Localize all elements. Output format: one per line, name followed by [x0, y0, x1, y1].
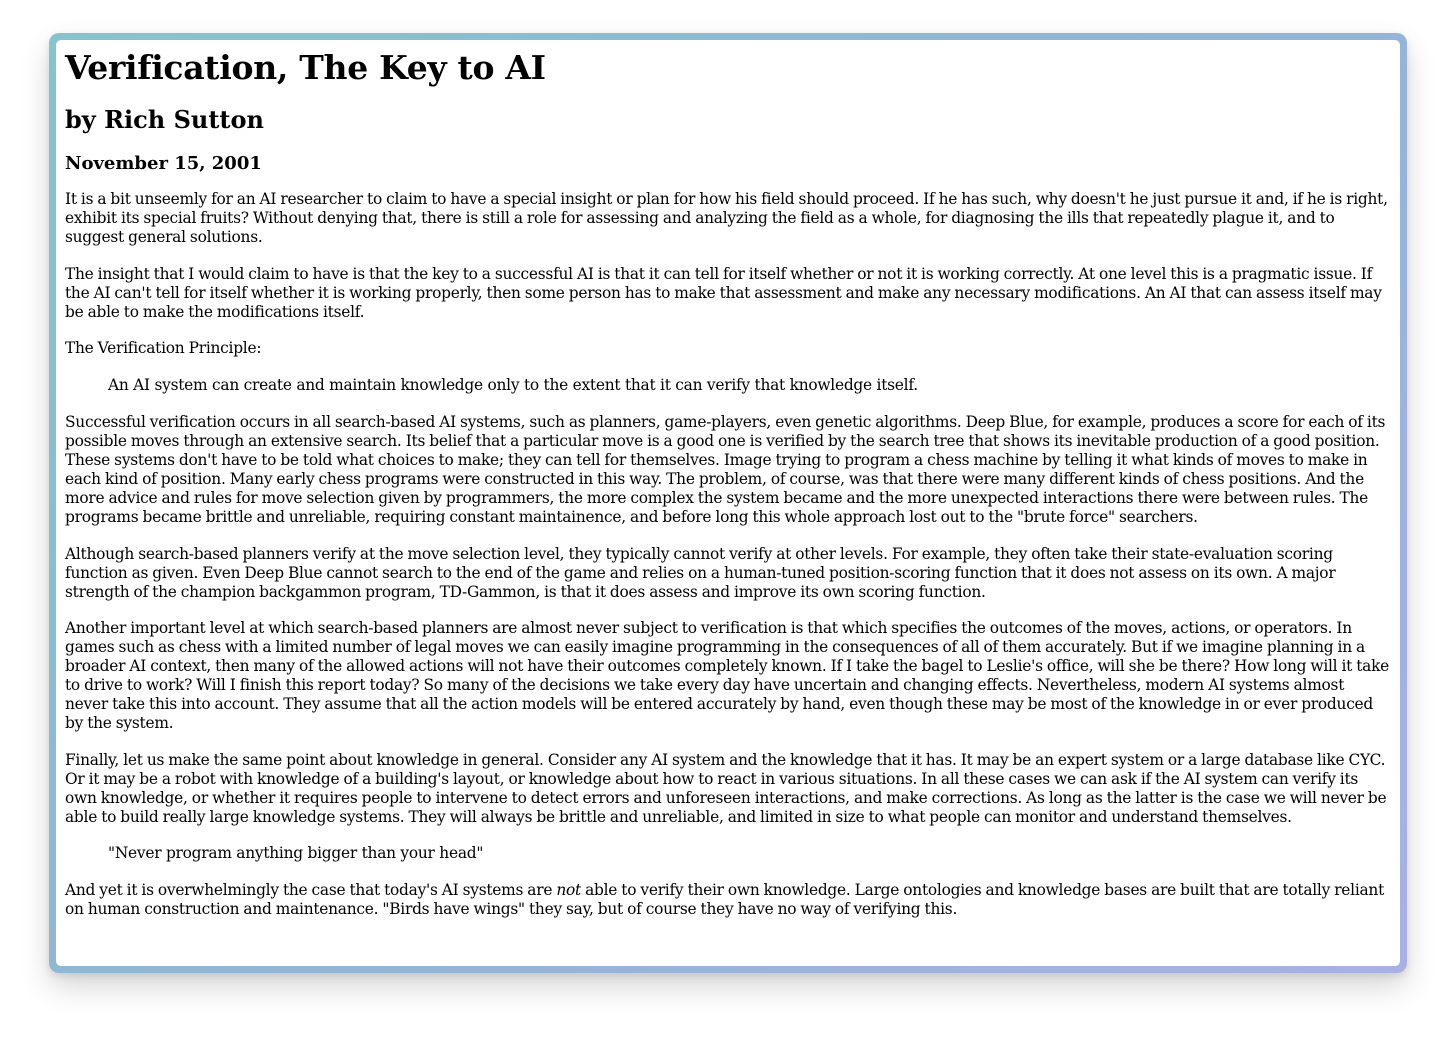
paragraph-7: Finally, let us make the same point about knowledge in general. Consider any AI system and the knowledge that it has. It may be an expert system or a large database like CYC. Or it may be a robot with knowledge of a building's layout, or knowledge about how to react in various situations. In all these cases we can ask if the AI system can verify its own knowledge, or whether it requires people to intervene to detect errors and unforeseen interactions, and make corrections. As long as the latter is the case we will never be able to build really large knowledge systems. They will always be brittle and unreliable, and limited in size to what people can monitor and understand themselves.: [65, 750, 1387, 826]
paragraph-5: Although search-based planners verify at the move selection level, they typically cannot verify at other levels. For example, they often take their state-evaluation scoring function as given. Even Deep Blue cannot search to the end of the game and relies on a human-tuned position-scoring function that it does not assess on its own. A major strength of the champion backgammon program, TD-Gammon, is that it does assess and improve its own scoring function.: [65, 544, 1336, 601]
paragraph-2: The insight that I would claim to have is that the key to a successful AI is that it can tell for itself whether or not it is working correctly. At one level this is a pragmatic issue. If the AI can't tell for itself whether it is working properly, then some person has to make that assessment and make any necessary modifications. An AI that can assess itself may be able to make the modifications itself.: [65, 264, 1382, 321]
paragraph-4: Successful verification occurs in all search-based AI systems, such as planners, game-players, even genetic algorithms. Deep Blue, for example, produces a score for each of its possible moves through an extensive search. Its belief that a particular move is a good one is verified by the search tree that shows its inevitable production of a good position. These systems don't have to be told what choices to make; they can tell for themselves. Image trying to program a chess machine by telling it what kinds of moves to make in each kind of position. Many early chess programs were constructed in this way. The problem, of course, was that there were many different kinds of chess positions. And the more advice and rules for move selection given by programmers, the more complex the system became and the more unexpected interactions there were between rules. The programs became brittle and unreliable, requiring constant maintainence, and before long this whole approach lost out to the "brute force" searchers.: [65, 413, 1386, 526]
blockquote-never-program: "Never program anything bigger than your head": [108, 844, 484, 863]
paragraph-8: [65, 881, 1391, 919]
paragraph-8-before: And yet it is overwhelmingly the case that today's AI systems are: [65, 881, 557, 900]
article-byline: by Rich Sutton: [65, 105, 264, 134]
paragraph-1: It is a bit unseemly for an AI researcher to claim to have a special insight or plan for how his field should proceed. If he has such, why doesn't he just pursue it and, if he is right, exhibit its special fruits? Without denying that, there is still a role for assessing and analyzing the field as a whole, for diagnosing the ills that repeatedly plague it, and to suggest general solutions.: [65, 190, 1388, 246]
paragraph-8-emphasis: not: [556, 881, 581, 900]
document-frame: [49, 33, 1407, 973]
paragraph-3: The Verification Principle:: [65, 339, 262, 358]
article-date: November 15, 2001: [65, 153, 262, 174]
paragraph-6: Another important level at which search-based planners are almost never subject to verification is that which specifies the outcomes of the moves, actions, or operators. In games such as chess with a limited number of legal moves we can easily imagine programming in the consequences of all of them accurately. But if we imagine planning in a broader AI context, then many of the allowed actions will not have their outcomes completely known. If I take the bagel to Leslie's office, will she be there? How long will it take to drive to work? Will I finish this report today? So many of the decisions we take every day have uncertain and changing effects. Nevertheless, modern AI systems almost never take this into account. They assume that all the action models will be entered accurately by hand, even though these may be most of the knowledge in or ever produced by the system.: [65, 619, 1390, 732]
document-page: [56, 40, 1400, 966]
blockquote-verification-principle: An AI system can create and maintain knowledge only to the extent that it can verify that knowledge itself.: [108, 376, 918, 395]
article-title: Verification, The Key to AI: [65, 48, 546, 87]
paragraph-8-after: able to verify their own knowledge. Large ontologies and knowledge bases are built that are totally reliant on human construction and maintenance. "Birds have wings" they say, but of course they have no way of verifying this.: [65, 881, 1385, 919]
